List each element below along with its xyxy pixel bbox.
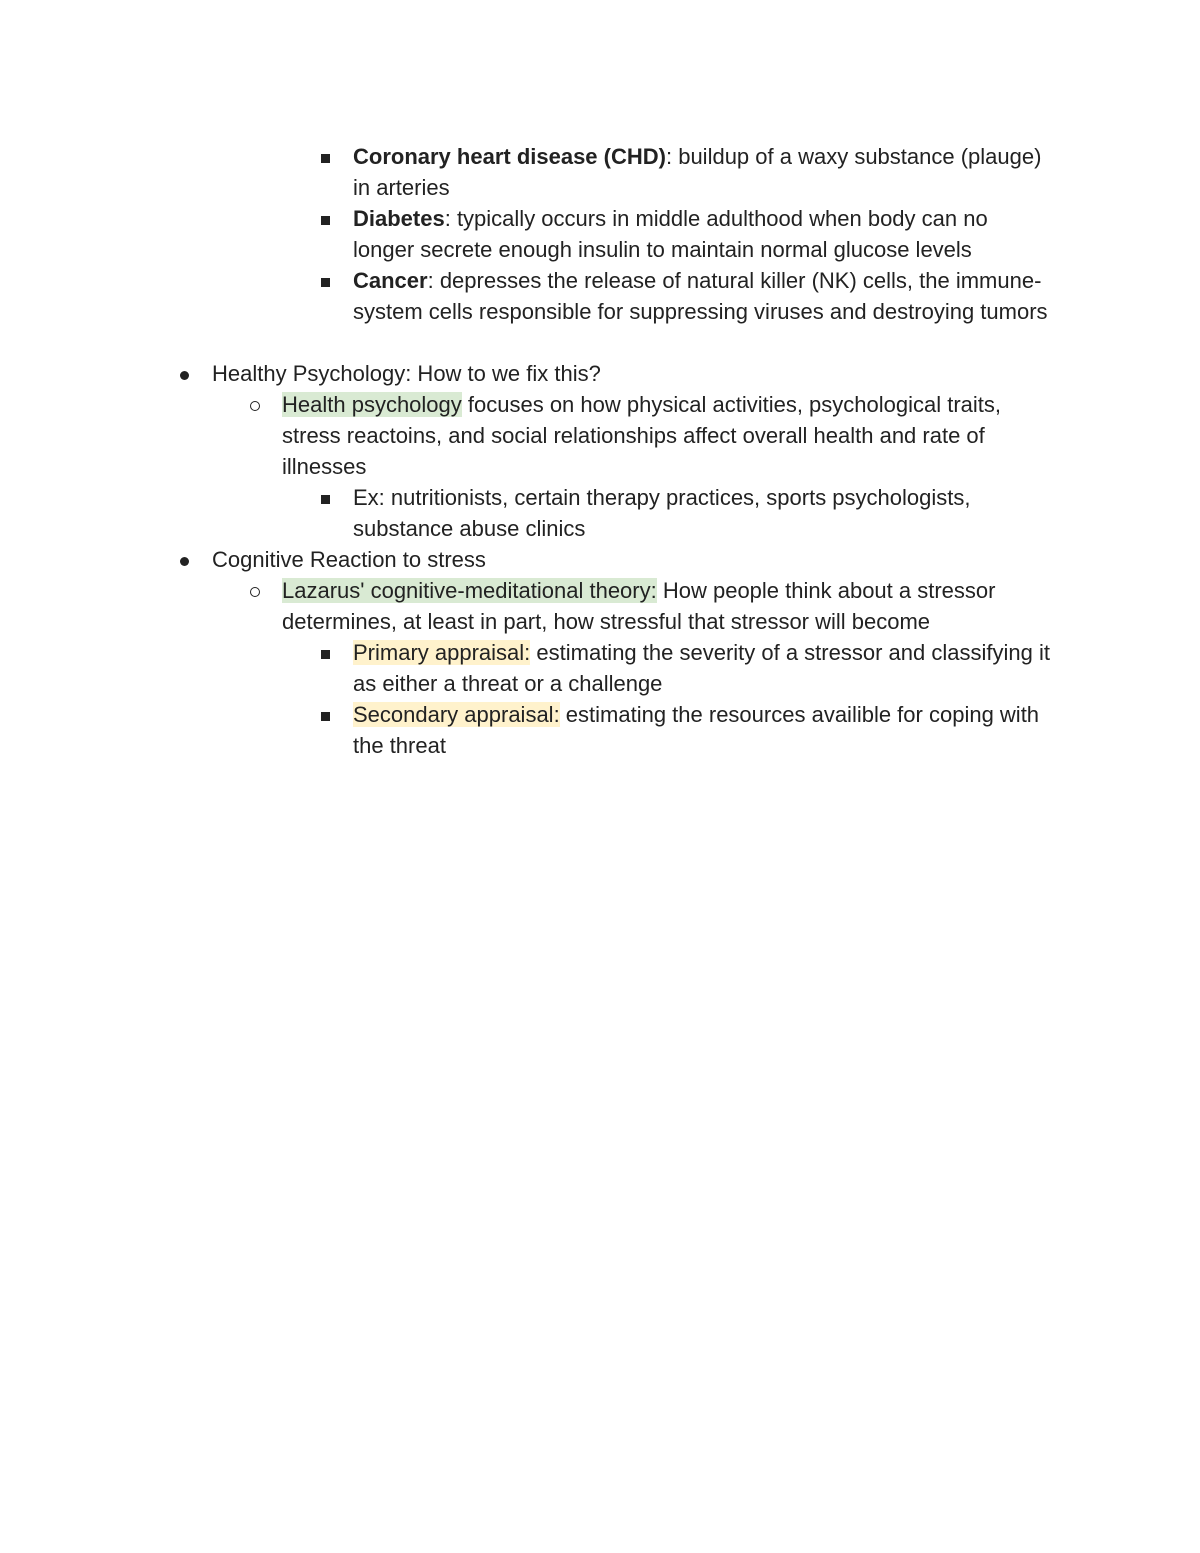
term-chd: Coronary heart disease (CHD): [353, 144, 666, 169]
list-item-health-psychology: [282, 389, 1062, 482]
square-bullet-icon: [319, 637, 331, 668]
examples-text: Ex: nutritionists, certain therapy practices, sports psychologists, substance abuse clinics: [353, 485, 971, 541]
filled-circle-bullet-icon: [178, 544, 190, 575]
definition-primary-appraisal: estimating the severity of a stressor and classifying it as either a threat or a challenge: [353, 640, 1050, 696]
list-item-chd: [353, 141, 1053, 203]
list-item-healthy-psychology: [212, 358, 1052, 389]
definition-lazarus: How people think about a stressor determines, at least in part, how stressful that stressor will become: [282, 578, 996, 634]
definition-diabetes: : typically occurs in middle adulthood when body can no longer secrete enough insulin to maintain normal glucose levels: [353, 206, 988, 262]
square-bullet-icon: [319, 141, 331, 172]
heading-healthy-psychology: Healthy Psychology: How to we fix this?: [212, 361, 601, 386]
definition-cancer: : depresses the release of natural killer (NK) cells, the immune-system cells responsible for suppressing viruses and destroying tumors: [353, 268, 1048, 324]
definition-chd: : buildup of a waxy substance (plauge) in arteries: [353, 144, 1042, 200]
term-lazarus: Lazarus' cognitive-meditational theory:: [282, 578, 657, 603]
hollow-circle-bullet-icon: [248, 575, 262, 606]
filled-circle-bullet-icon: [178, 358, 190, 389]
term-health-psychology: Health psychology: [282, 392, 462, 417]
list-item-cognitive-reaction: [212, 544, 1052, 575]
list-item-examples: [353, 482, 1053, 544]
term-diabetes: Diabetes: [353, 206, 445, 231]
term-secondary-appraisal: Secondary appraisal:: [353, 702, 560, 727]
term-primary-appraisal: Primary appraisal:: [353, 640, 531, 665]
list-item-lazarus: [282, 575, 1062, 637]
list-item-primary-appraisal: [353, 637, 1053, 699]
square-bullet-icon: [319, 265, 331, 296]
definition-secondary-appraisal: estimating the resources availible for coping with the threat: [353, 702, 1040, 758]
heading-cognitive-reaction: Cognitive Reaction to stress: [212, 547, 486, 572]
list-item-diabetes: [353, 203, 1053, 265]
term-cancer: Cancer: [353, 268, 428, 293]
definition-health-psychology: focuses on how physical activities, psychological traits, stress reactoins, and social relationships affect overall health and rate of illnesses: [282, 392, 1002, 479]
list-item-secondary-appraisal: [353, 699, 1053, 761]
hollow-circle-bullet-icon: [248, 389, 262, 420]
list-item-cancer: [353, 265, 1053, 327]
square-bullet-icon: [319, 699, 331, 730]
square-bullet-icon: [319, 482, 331, 513]
square-bullet-icon: [319, 203, 331, 234]
